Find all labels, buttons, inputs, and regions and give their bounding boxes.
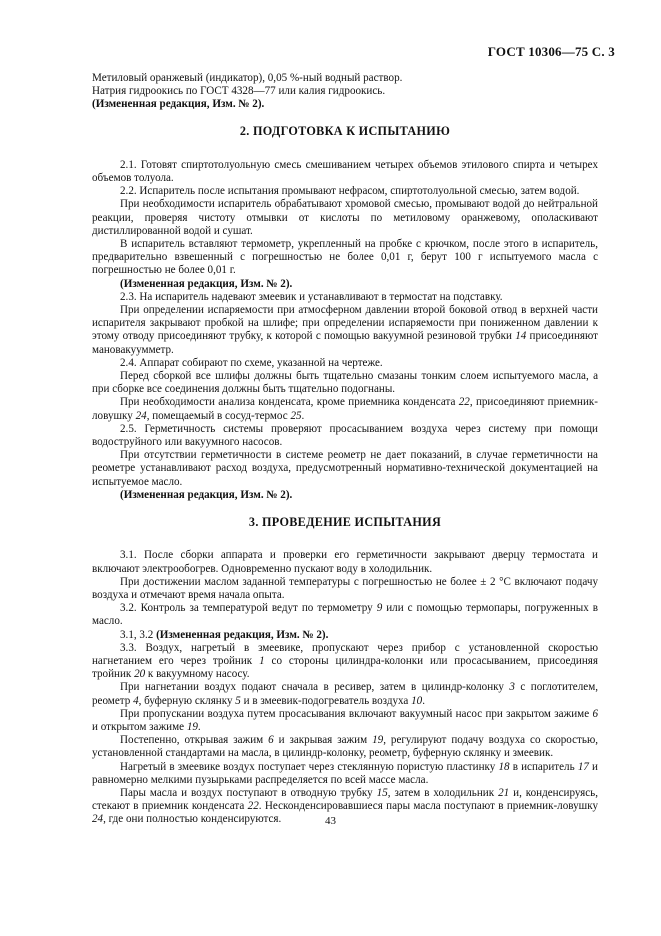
text: присоединяют мановакуумметр. [92,330,598,356]
ref-number: 17 [577,760,589,773]
ref-number: 22 [458,396,470,409]
text: 3.1, 3.2 [120,628,157,641]
text: с поглотителем, реометр [92,681,598,707]
ref-number: 19 [186,720,198,733]
paragraph: При необходимости испаритель обрабатывают хромовой смесью, промывают водой до нейтральной реакции, проверяя чистоту отмывки от кислоты по метиловому оранжевому, ополаскивают дистиллированной водой и сушат. [92,198,598,237]
text: 3.3. Воздух, нагретый в змеевике, пропускают через прибор с установленной скоростью нагнетанием его через тройник [92,641,598,667]
ref-number: 9 [376,602,383,615]
text: или с помощью термопары, погруженных в масло. [92,602,598,628]
document-body [92,72,598,827]
text: и в змеевик-подогреватель воздуха [240,694,412,707]
paragraph: 2.2. Испаритель после испытания промывают нефрасом, спиртотолуольной смесью, затем водой. [120,185,580,198]
text: При определении испаряемости при атмосферном давлении второй боковой отвод в верхней части испарителя закрывают пробкой на шлифе; при определении испаряемости при пониженном давлении к этому отводу присоединяют трубку, к которой с помощью вакуумной резиновой трубки [92,304,598,343]
text: . [301,409,305,422]
text: Постепенно, открывая зажим [120,734,269,747]
text: , регулируют подачу воздуха со скоростью, установленной стандартами на масла, в цилиндр-колонку, реометр, буферную склянку и змеевик. [92,734,599,760]
text: в испаритель [509,760,578,773]
text: При нагнетании воздух подают сначала в ресивер, затем в цилиндр-колонку [120,681,510,694]
ref-number: 21 [498,786,510,799]
text: и закрывая зажим [273,734,373,747]
amendment-note: (Измененная редакция, Изм. № 2). [156,628,329,641]
ref-number: 19 [372,734,384,747]
text: , помещаемый в сосуд-термос [146,409,291,422]
text: . Несконденсировавшиеся пары масла поступают в приемник-ловушку [258,800,598,813]
ref-number: 10 [411,694,423,707]
page-number: 43 [325,815,336,827]
amendment-note: (Измененная редакция, Изм. № 2). [120,488,293,501]
text: к вакуумному насосу. [145,668,250,681]
ref-number: 1 [259,654,265,667]
text: со стороны цилиндра-колонки или просасыванием, присоединяя тройник [92,654,599,681]
page-header: ГОСТ 10306—75 С. 3 [487,44,615,59]
paragraph [92,602,598,628]
paragraph: 2.1. Готовят спиртотолуольную смесь смешиванием четырех объемов этилового спирта и четырех объемов толуола. [92,158,598,185]
text: и, конденсируясь, стекают в приемник конденсата [92,786,599,813]
intro-line-2: Натрия гидроокись по ГОСТ 4328—77 или калия гидроокись. [92,85,386,98]
ref-number: 20 [134,668,146,681]
text: Пары масла и воздух поступают в отводную трубку [120,786,377,799]
section-3-heading: 3. ПРОВЕДЕНИЕ ИСПЫТАНИЯ [248,515,442,530]
paragraph: 2.4. Аппарат собирают по схеме, указанной на чертеже. [120,356,383,369]
paragraph: 2.3. На испаритель надевают змеевик и устанавливают в термостат на подставку. [120,290,503,303]
ref-number: 15 [376,786,388,799]
ref-number: 4 [133,694,139,707]
text: и равномерно мелкими пузырьками распределяется по всей массе масла. [92,760,598,786]
ref-number: 24 [135,409,147,422]
paragraph [92,642,598,682]
ref-number: 22 [247,800,259,813]
paragraph: При отсутствии герметичности в системе реометр не дает показаний, в случае герметичности на реометре устанавливают расход воздуха, предусмотренный нормативно-технической документацией на испытуемое масло. [92,449,598,488]
text: Нагретый в змеевике воздух поступает через стеклянную пористую пластинку [120,760,499,773]
ref-number: 25 [290,409,302,422]
text: При пропускании воздуха путем просасывания включают вакуумный насос при закрытом зажиме [120,707,593,720]
paragraph [92,761,598,787]
paragraph: В испаритель вставляют термометр, укрепленный на пробке с крючком, после этого в испаритель, предварительно взвешенный с погрешностью не более 0,01 г, берут 100 г испытуемого масла с погрешностью не более 0,01 г. [92,238,598,277]
ref-number: 3 [509,681,515,694]
paragraph: При достижении маслом заданной температуры с погрешностью не более ± 2 °С включают подачу воздуха и отмечают время начала опыта. [92,575,598,601]
amendment-note: (Измененная редакция, Изм. № 2). [120,277,293,290]
text: , присоединяют приемник-ловушку [92,396,598,422]
ref-number: 18 [498,760,510,773]
paragraph [92,708,598,734]
ref-number: 14 [515,330,527,343]
paragraph [92,396,598,422]
paragraph: Перед сборкой все шлифы должны быть тщательно смазаны тонким слоем испытуемого масла, а при сборке все соединения должны быть тщательно подогнаны. [92,370,598,396]
text: , где они полностью конденсируются. [103,813,282,826]
paragraph [92,304,598,357]
paragraph: 2.5. Герметичность системы проверяют просасыванием воздуха через систему при помощи водоструйного или вакуумного насосов. [92,422,598,449]
paragraph: 3.1. После сборки аппарата и проверки его герметичности закрывают дверцу термостата и включают электрообогрев. Одновременно пускают воду в холодильник. [92,549,598,575]
intro-line-1: Метиловый оранжевый (индикатор), 0,05 %-ный водный раствор. [92,72,403,84]
paragraph [92,734,598,760]
ref-number: 24 [92,813,104,826]
paragraph [92,681,598,707]
ref-number: 6 [592,707,598,720]
ref-number: 6 [268,734,274,747]
text: 3.2. Контроль за температурой ведут по термометру [120,602,377,615]
text: . [197,720,201,733]
ref-number: 5 [235,694,241,707]
text: При необходимости анализа конденсата, кроме приемника конденсата [120,396,459,409]
text: , буферную склянку [138,694,236,707]
amendment-note: (Измененная редакция, Изм. № 2). [92,98,265,111]
text: . [422,694,425,707]
section-2-heading: 2. ПОДГОТОВКА К ИСПЫТАНИЮ [239,123,451,138]
paragraph [92,629,598,642]
text: и открытом зажиме [92,720,187,733]
text: , затем в холодильник [387,786,499,799]
